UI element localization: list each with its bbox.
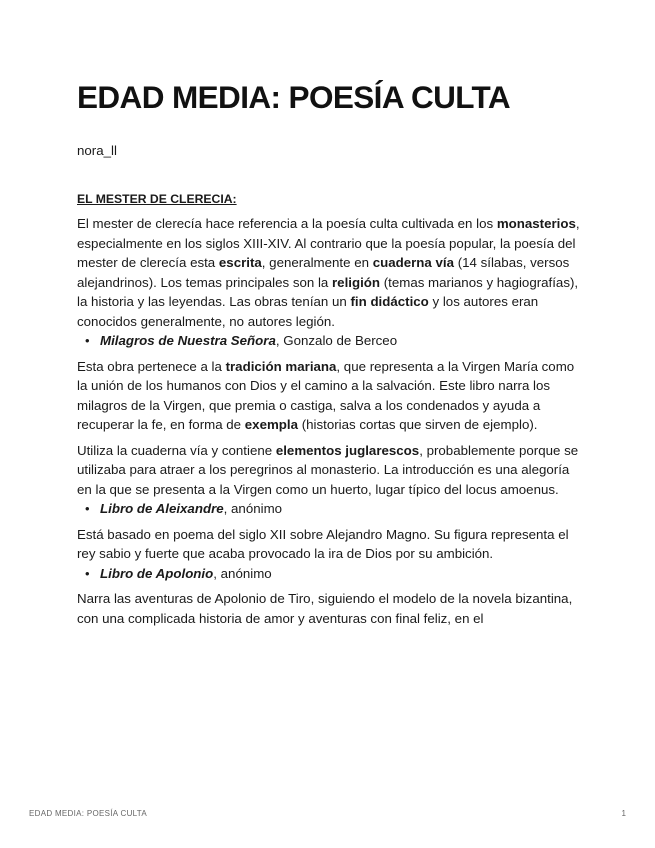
work-title: Libro de Apolonio: [100, 565, 214, 581]
bullet-icon: •: [85, 333, 90, 348]
intro-text: (14 sílabas, versos alejandrinos). Los temas principales son la: [77, 255, 570, 290]
bullet-icon: •: [85, 565, 90, 581]
paragraph-text: , que representa a la Virgen María como la unión de los humanos con Dios y el camino a la salvación. Este libro narra los milagros de la Virgen, que premia o castiga, salva a los condenados y ayuda a recuperar la fe, en forma de: [77, 358, 575, 432]
intro-paragraph: [77, 214, 582, 331]
intro-bold-term: cuaderna vía: [372, 255, 454, 270]
author-name: nora_ll: [77, 143, 117, 158]
work-paragraph: [77, 441, 582, 500]
work-author: , Gonzalo de Berceo: [275, 333, 398, 348]
list-item: [77, 331, 582, 351]
intro-text: El mester de clerecía hace referencia a la poesía culta cultivada en los: [77, 216, 497, 231]
work-list: [77, 499, 582, 519]
intro-bold-term: monasterios: [496, 216, 576, 231]
intro-text: , generalmente en: [261, 255, 373, 270]
intro-bold-term: escrita: [218, 255, 262, 270]
intro-bold-term: religión: [332, 274, 381, 290]
work-paragraph: [77, 357, 582, 435]
work-paragraph: Narra las aventuras de Apolonio de Tiro, siguiendo el modelo de la novela bizantina, con una complicada historia de amor y aventuras con final feliz, en el: [77, 591, 573, 626]
list-item: [77, 564, 582, 584]
page-number: 1: [621, 809, 626, 818]
bold-term: tradición mariana: [225, 358, 337, 374]
bullet-icon: •: [85, 501, 90, 516]
work-title: Libro de Aleixandre: [100, 501, 224, 516]
intro-text: , especialmente en los siglos XIII-XIV. Al contrario que la poesía popular, la poesía del mester de clerecía esta: [77, 216, 580, 270]
work-list: [77, 331, 582, 351]
intro-text: (temas marianos y hagiografías), la historia y las leyendas. Las obras tenían un: [77, 274, 579, 309]
work-author: , anónimo: [213, 565, 272, 581]
paragraph-text: (historias cortas que sirven de ejemplo).: [298, 417, 538, 432]
list-item: [77, 499, 582, 519]
intro-bold-term: fin didáctico: [350, 294, 429, 309]
work-author: , anónimo: [223, 501, 283, 516]
work-title: Milagros de Nuestra Señora: [100, 333, 276, 348]
work-list: [77, 564, 582, 584]
footer-title: EDAD MEDIA: POESÍA CULTA: [29, 809, 148, 818]
section-heading: EL MESTER DE CLERECIA:: [77, 192, 237, 206]
paragraph-text: Esta obra pertenece a la: [77, 358, 226, 374]
page-title: EDAD MEDIA: POESÍA CULTA: [77, 79, 511, 115]
bold-term: elementos juglarescos: [275, 442, 420, 458]
work-paragraph: Está basado en poema del siglo XII sobre Alejandro Magno. Su figura representa el rey sabio y fuerte que acaba provocado la ira de Dios por su ambición.: [77, 526, 569, 561]
intro-text: y los autores eran conocidos generalmente, no autores legión.: [77, 294, 539, 329]
page-content: [77, 78, 582, 628]
paragraph-text: Utiliza la cuaderna vía y contiene: [77, 442, 276, 458]
bold-term: exempla: [244, 417, 299, 432]
paragraph-text: , probablemente porque se utilizaba para atraer a los peregrinos al monasterio. La introducción es una alegoría en la que se presenta a la Virgen como un huerto, lugar típico del locus amoenus.: [77, 442, 579, 497]
